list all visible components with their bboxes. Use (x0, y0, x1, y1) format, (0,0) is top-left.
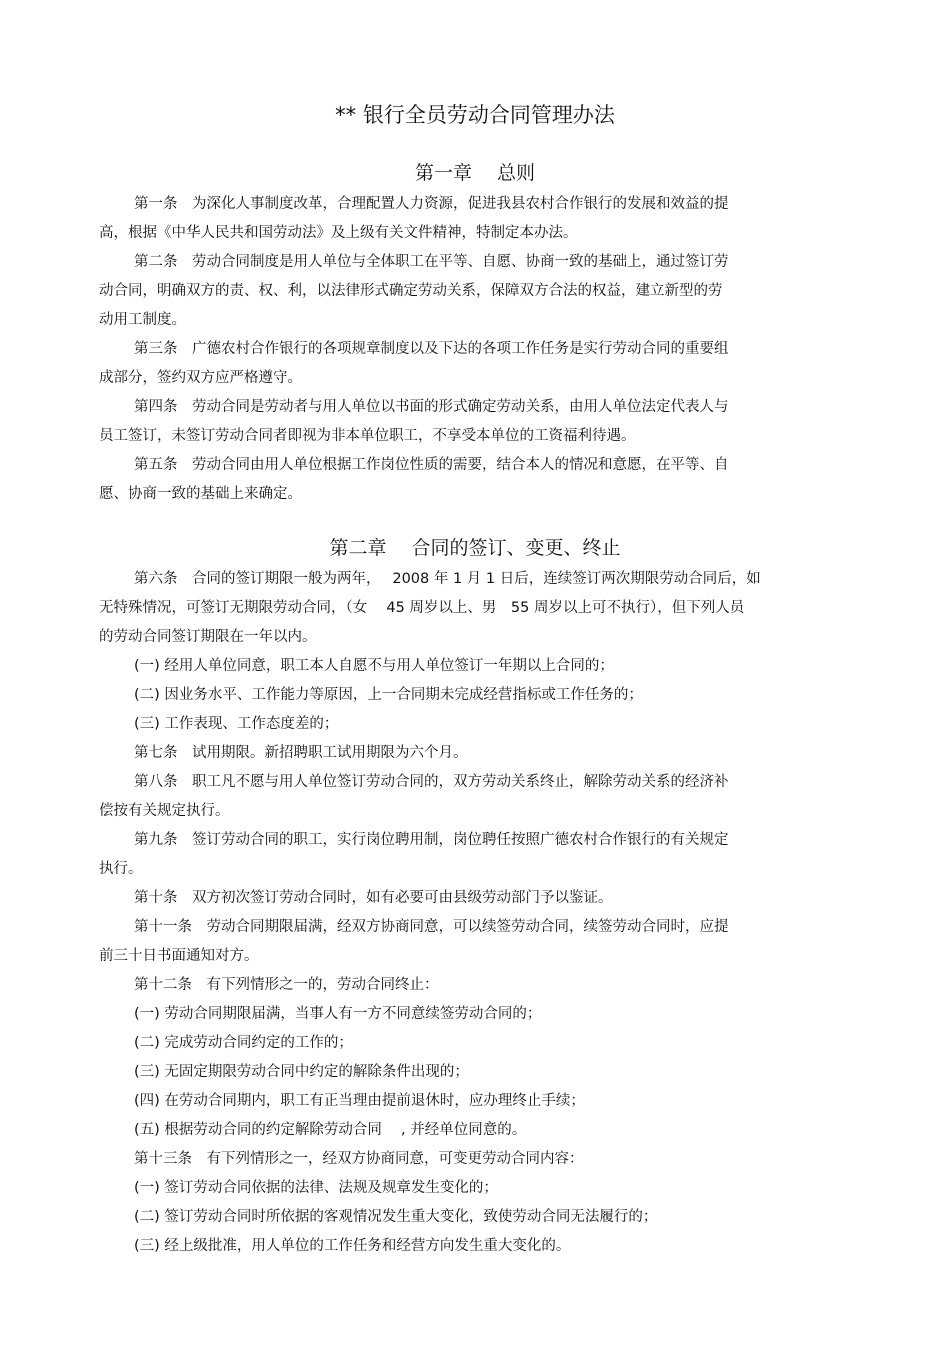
text-line: 第十三条 有下列情形之一，经双方协商同意，可变更劳动合同内容： (134, 1151, 584, 1167)
list-item: (三) 无固定期限劳动合同中约定的解除条件出现的； (134, 1064, 469, 1080)
text-line: 第一条 为深化人事制度改革，合理配置人力资源，促进我县农村合作银行的发展和效益的提 (134, 196, 729, 212)
text-line: 动合同，明确双方的责、权、利，以法律形式确定劳动关系，保障双方合法的权益，建立新型的劳 (99, 283, 723, 299)
text-line: 偿按有关规定执行。 (99, 803, 230, 819)
text-line: 第八条 职工凡不愿与用人单位签订劳动合同的，双方劳动关系终止，解除劳动关系的经济补 (134, 774, 729, 790)
list-item: (四) 在劳动合同期内，职工有正当理由提前退休时，应办理终止手续； (134, 1093, 585, 1109)
text-line: 员工签订，未签订劳动合同者即视为非本单位职工，不享受本单位的工资福利待遇。 (99, 428, 636, 444)
text-line: 第四条 劳动合同是劳动者与用人单位以书面的形式确定劳动关系，由用人单位法定代表人与 (134, 399, 729, 415)
list-item: (二) 完成劳动合同约定的工作的； (134, 1035, 353, 1051)
text-line: 第三条 广德农村合作银行的各项规章制度以及下达的各项工作任务是实行劳动合同的重要组 (134, 341, 729, 357)
list-item: (三) 工作表现、工作态度差的； (134, 716, 339, 732)
text-line: 愿、协商一致的基础上来确定。 (99, 486, 302, 502)
text-line: 无特殊情况，可签订无期限劳动合同，（女 45 周岁以上、男 55 周岁以上可不执行），但下列人员 (99, 600, 745, 616)
text-line: 动用工制度。 (99, 312, 186, 328)
list-item: (一) 签订劳动合同依据的法律、法规及规章发生变化的； (134, 1180, 498, 1196)
chapter-1-heading: 第一章 总则 (414, 162, 536, 184)
text-line: 成部分，签约双方应严格遵守。 (99, 370, 302, 386)
list-item: (一) 劳动合同期限届满，当事人有一方不同意续签劳动合同的； (134, 1006, 542, 1022)
text-line: 第九条 签订劳动合同的职工，实行岗位聘用制，岗位聘任按照广德农村合作银行的有关规定 (134, 832, 729, 848)
list-item: (五) 根据劳动合同的约定解除劳动合同 , 并经单位同意的。 (134, 1122, 527, 1138)
text-line: 的劳动合同签订期限在一年以内。 (99, 629, 317, 645)
text-line: 执行。 (99, 861, 143, 877)
text-line: 第二条 劳动合同制度是用人单位与全体职工在平等、自愿、协商一致的基础上，通过签订劳 (134, 254, 729, 270)
text-line: 第七条 试用期限。新招聘职工试用期限为六个月。 (134, 745, 468, 761)
text-line: 第六条 合同的签订期限一般为两年， 2008 年 1 月 1 日后，连续签订两次期限劳动合同后，如 (134, 571, 761, 587)
list-item: (二) 签订劳动合同时所依据的客观情况发生重大变化，致使劳动合同无法履行的； (134, 1209, 658, 1225)
text-line: 第十条 双方初次签订劳动合同时，如有必要可由县级劳动部门予以鉴证。 (134, 890, 613, 906)
chapter-2-heading: 第二章 合同的签订、变更、终止 (329, 537, 621, 559)
list-item: (二) 因业务水平、工作能力等原因，上一合同期未完成经营指标或工作任务的； (134, 687, 643, 703)
text-line: 第十一条 劳动合同期限届满，经双方协商同意，可以续签劳动合同，续签劳动合同时，应提 (134, 919, 729, 935)
document-title: ** 银行全员劳动合同管理办法 (335, 103, 615, 127)
text-line: 第五条 劳动合同由用人单位根据工作岗位性质的需要，结合本人的情况和意愿，在平等、自 (134, 457, 729, 473)
text-line: 第十二条 有下列情形之一的，劳动合同终止： (134, 977, 439, 993)
text-line: 高，根据《中华人民共和国劳动法》及上级有关文件精神，特制定本办法。 (99, 225, 578, 241)
list-item: (三) 经上级批准，用人单位的工作任务和经营方向发生重大变化的。 (134, 1238, 571, 1254)
text-line: 前三十日书面通知对方。 (99, 948, 259, 964)
list-item: (一) 经用人单位同意，职工本人自愿不与用人单位签订一年期以上合同的； (134, 658, 614, 674)
